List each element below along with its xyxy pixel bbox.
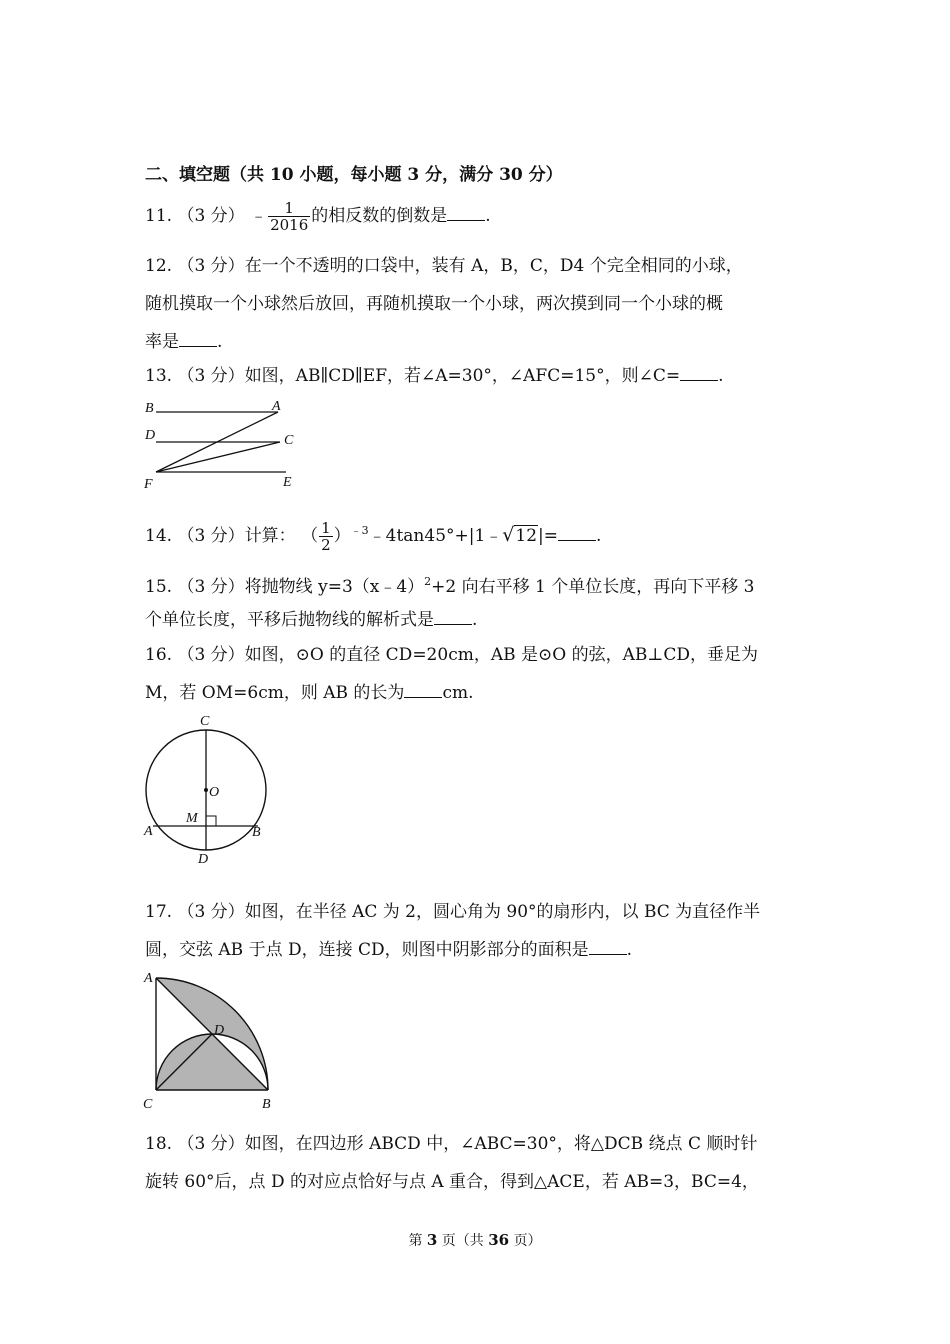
footer-mid: 页（共 bbox=[441, 1233, 484, 1249]
q12-line1: 在一个不透明的口袋中，装有 A，B，C，D4 个完全相同的小球， bbox=[244, 256, 743, 276]
q14-lparen: （ bbox=[301, 526, 319, 546]
q11-frac-den: 2016 bbox=[270, 216, 309, 234]
q17-score: （3 分） bbox=[177, 902, 245, 922]
q13-figure bbox=[140, 395, 310, 493]
q13-label-e: E bbox=[283, 475, 292, 490]
question-17 bbox=[145, 902, 760, 922]
q15-number: 15. bbox=[145, 577, 173, 597]
q12-number: 12. bbox=[145, 256, 173, 276]
q11-minus: ﹣ bbox=[250, 206, 268, 226]
q12-line2: 随机摸取一个小球然后放回，再随机摸取一个小球，两次摸到同一个小球的概 bbox=[145, 294, 723, 314]
q11-frac-num: 1 bbox=[268, 200, 310, 217]
q13-label-b: B bbox=[145, 401, 154, 416]
question-16 bbox=[145, 645, 758, 665]
q17-label-a: A bbox=[144, 971, 153, 986]
q14-answer-blank bbox=[558, 526, 596, 541]
q16-center-dot bbox=[204, 788, 208, 792]
q11-answer-blank bbox=[447, 206, 485, 221]
q14-rparen: ） bbox=[333, 526, 351, 546]
q12-line3: 率是 bbox=[145, 332, 179, 352]
q15-end: . bbox=[472, 610, 478, 630]
q17-line1: 如图，在半径 AC 为 2，圆心角为 90°的扇形内，以 BC 为直径作半 bbox=[244, 902, 761, 922]
footer-pre: 第 bbox=[408, 1233, 423, 1249]
page-footer bbox=[0, 1230, 950, 1250]
q14-fraction bbox=[319, 520, 333, 553]
q15-answer-blank bbox=[434, 610, 472, 625]
q11-text: 的相反数的倒数是 bbox=[311, 206, 448, 226]
q18-number: 18. bbox=[145, 1134, 173, 1154]
q15-line2-wrap bbox=[145, 610, 477, 630]
q12-score: （3 分） bbox=[177, 256, 245, 276]
q13-score: （3 分） bbox=[177, 366, 245, 386]
q16-label-b: B bbox=[252, 825, 261, 840]
q14-score: （3 分） bbox=[177, 526, 245, 546]
q15-line1a: 将抛物线 y=3（x﹣4） bbox=[244, 577, 425, 597]
q16-line1: 如图，⊙O 的直径 CD=20cm，AB 是⊙O 的弦，AB⊥CD，垂足为 bbox=[244, 645, 758, 665]
q12-answer-blank bbox=[179, 332, 217, 347]
q14-mid: ﹣4tan45°+|1﹣ bbox=[368, 526, 503, 546]
q14-exponent: ﹣3 bbox=[350, 524, 369, 537]
q14-frac-den: 2 bbox=[321, 536, 331, 554]
q18-line2: 旋转 60°后，点 D 的对应点恰好与点 A 重合，得到△ACE，若 AB=3，BC=4， bbox=[145, 1172, 759, 1192]
q16-label-d: D bbox=[198, 852, 209, 867]
q16-label-o: O bbox=[209, 785, 220, 800]
q14-label: 计算： bbox=[244, 526, 296, 546]
q18-line1: 如图，在四边形 ABCD 中，∠ABC=30°，将△DCB 绕点 C 顺时针 bbox=[244, 1134, 758, 1154]
sqrt-icon: √ bbox=[502, 524, 515, 546]
q16-right-angle-mark bbox=[206, 816, 216, 826]
question-18 bbox=[145, 1134, 757, 1154]
q13-line-fc bbox=[156, 442, 280, 472]
q18-score: （3 分） bbox=[177, 1134, 245, 1154]
q17-label-d: D bbox=[214, 1023, 225, 1038]
q15-score: （3 分） bbox=[177, 577, 245, 597]
footer-post: 页） bbox=[513, 1233, 542, 1249]
question-11 bbox=[145, 200, 491, 233]
q13-end: . bbox=[718, 366, 724, 386]
q16-answer-blank bbox=[404, 683, 442, 698]
q16-figure bbox=[138, 710, 278, 870]
section-heading: 二、填空题（共 10 小题，每小题 3 分，满分 30 分） bbox=[145, 165, 563, 185]
q13-label-d: D bbox=[145, 428, 156, 443]
q16-label-a: A bbox=[144, 824, 153, 839]
q17-answer-blank bbox=[589, 940, 627, 955]
q15-line2: 个单位长度，平移后抛物线的解析式是 bbox=[145, 610, 434, 630]
question-14 bbox=[145, 520, 601, 553]
q14-frac-num: 1 bbox=[321, 519, 331, 537]
q13-text: 如图，AB∥CD∥EF，若∠A=30°，∠AFC=15°，则∠C= bbox=[244, 366, 681, 386]
q16-line2-wrap bbox=[145, 683, 473, 703]
q17-line2: 圆，交弦 AB 于点 D，连接 CD，则图中阴影部分的面积是 bbox=[145, 940, 589, 960]
q14-tail: |= bbox=[538, 526, 559, 546]
q16-line2a: M，若 OM=6cm，则 AB 的长为 bbox=[145, 683, 405, 703]
q14-sqrt-value: 12 bbox=[515, 526, 538, 546]
question-13 bbox=[145, 366, 724, 386]
question-12 bbox=[145, 256, 743, 276]
q17-end: . bbox=[626, 940, 633, 960]
q16-label-m: M bbox=[186, 811, 198, 826]
q13-label-c: C bbox=[284, 433, 294, 448]
q14-number: 14. bbox=[145, 526, 173, 546]
q17-label-c: C bbox=[143, 1097, 153, 1112]
question-15 bbox=[145, 572, 754, 597]
q13-label-f: F bbox=[144, 477, 153, 492]
footer-total-pages: 36 bbox=[488, 1231, 510, 1249]
q17-label-b: B bbox=[262, 1097, 271, 1112]
footer-page-number: 3 bbox=[426, 1231, 438, 1249]
q11-score: （3 分） bbox=[177, 206, 245, 226]
q16-score: （3 分） bbox=[177, 645, 245, 665]
q16-number: 16. bbox=[145, 645, 173, 665]
q15-line1b: +2 向右平移 1 个单位长度，再向下平移 3 bbox=[431, 577, 755, 597]
q16-label-c: C bbox=[200, 714, 210, 729]
q12-end: . bbox=[217, 332, 223, 352]
q13-answer-blank bbox=[680, 366, 718, 381]
q16-line2b: cm. bbox=[442, 683, 474, 703]
q17-number: 17. bbox=[145, 902, 173, 922]
q13-number: 13. bbox=[145, 366, 173, 386]
q12-line3-wrap bbox=[145, 332, 222, 352]
q17-figure bbox=[140, 968, 280, 1116]
q11-end: . bbox=[485, 206, 491, 226]
q15-exponent: 2 bbox=[424, 575, 432, 588]
q17-line2-wrap bbox=[145, 940, 632, 960]
q11-number: 11. bbox=[145, 206, 173, 226]
q14-end: . bbox=[596, 526, 602, 546]
q13-label-a: A bbox=[272, 399, 281, 414]
q11-fraction bbox=[268, 200, 310, 233]
